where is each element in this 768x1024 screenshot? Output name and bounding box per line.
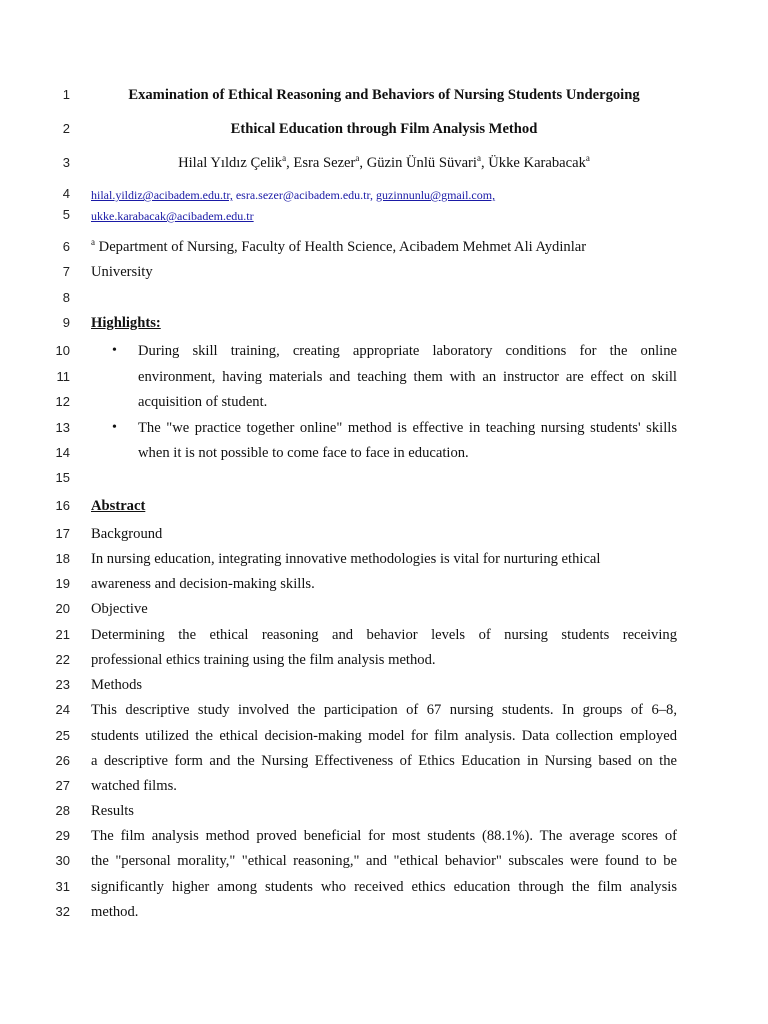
line-number: 32 — [55, 904, 70, 919]
section-label-methods: Methods — [91, 677, 143, 693]
line-number: 25 — [55, 728, 70, 743]
section-label-results: Results — [91, 803, 134, 819]
line-number: 18 — [55, 551, 70, 566]
line-number: 24 — [55, 702, 70, 717]
line-number: 9 — [62, 315, 70, 330]
abstract-line: This descriptive study involved the participation of 67 nursing students. In groups of 6–8, — [91, 702, 677, 718]
line-number: 15 — [55, 470, 70, 485]
email-link[interactable]: hilal.yildiz@acibadem.edu.tr, — [91, 188, 233, 202]
affiliation-line-2: University — [91, 264, 153, 280]
abstract-line: watched films. — [91, 778, 177, 794]
bullet-icon: • — [112, 343, 117, 358]
author-separator: , — [480, 155, 489, 171]
paper-title-line-2: Ethical Education through Film Analysis Method — [230, 121, 538, 137]
affiliation-marker: a — [476, 153, 481, 164]
abstract-line: In nursing education, integrating innovative methodologies is vital for nurturing ethical — [91, 551, 601, 567]
line-number: 17 — [55, 526, 70, 541]
affiliation-marker: a — [91, 237, 95, 248]
line-number: 10 — [55, 343, 70, 358]
author-separator: , — [286, 155, 294, 171]
affiliation-marker: a — [282, 153, 287, 164]
author-name: Hilal Yıldız Çelik — [178, 155, 283, 171]
line-number: 6 — [62, 239, 70, 254]
highlight-line: The "we practice together online" method is effective in teaching nursing students' skills — [138, 420, 677, 436]
line-number: 27 — [55, 778, 70, 793]
abstract-line: The film analysis method proved beneficial for most students (88.1%). The average scores of — [91, 828, 677, 844]
abstract-heading: Abstract — [91, 498, 146, 514]
line-number: 7 — [62, 264, 70, 279]
abstract-line: professional ethics training using the film analysis method. — [91, 652, 436, 668]
section-label-background: Background — [91, 526, 163, 542]
line-number: 5 — [62, 207, 70, 222]
highlight-line: acquisition of student. — [138, 394, 268, 410]
abstract-line: students utilized the ethical decision-making model for film analysis. Data collection employed — [91, 728, 677, 744]
author-name: Esra Sezer — [293, 155, 356, 171]
bullet-icon: • — [112, 420, 117, 435]
highlight-line: During skill training, creating appropriate laboratory conditions for the online — [138, 343, 677, 359]
affiliation — [91, 238, 677, 256]
abstract-line: significantly higher among students who received ethics education through the film analysis — [91, 879, 677, 895]
line-number: 22 — [55, 652, 70, 667]
email-link[interactable]: guzinnunlu@gmail.com, — [376, 188, 496, 202]
line-number: 28 — [55, 803, 70, 818]
line-number: 16 — [55, 498, 70, 513]
line-number: 26 — [55, 753, 70, 768]
line-number: 4 — [62, 186, 70, 201]
line-number: 11 — [56, 369, 70, 384]
abstract-line: the "personal morality," "ethical reasoning," and "ethical behavior" subscales were found to be — [91, 853, 677, 869]
section-label-objective: Objective — [91, 601, 148, 617]
line-number: 20 — [55, 601, 70, 616]
abstract-line: awareness and decision-making skills. — [91, 576, 315, 592]
highlight-line: when it is not possible to come face to face in education. — [138, 445, 469, 461]
highlight-line: environment, having materials and teaching them with an instructor are effect on skill — [138, 369, 677, 385]
highlights-heading: Highlights: — [91, 315, 161, 331]
line-number: 21 — [55, 627, 70, 642]
author-name: Ükke Karabacak — [488, 155, 586, 171]
email-link[interactable]: esra.sezer@acibadem.edu.tr, — [235, 188, 374, 202]
author-list — [91, 154, 677, 172]
line-number: 29 — [55, 828, 70, 843]
abstract-line: a descriptive form and the Nursing Effectiveness of Ethics Education in Nursing based on the — [91, 753, 677, 769]
email-list — [91, 186, 677, 204]
line-number: 3 — [62, 155, 70, 170]
email-list-line-2 — [91, 207, 677, 225]
line-number: 30 — [55, 853, 70, 868]
line-number: 2 — [62, 121, 70, 136]
line-number: 14 — [55, 445, 70, 460]
line-number: 31 — [55, 879, 70, 894]
line-number: 1 — [62, 87, 70, 102]
abstract-line: Determining the ethical reasoning and behavior levels of nursing students receiving — [91, 627, 677, 643]
abstract-line: method. — [91, 904, 139, 920]
affiliation-text: Department of Nursing, Faculty of Health Science, Acibadem Mehmet Ali Aydinlar — [98, 239, 587, 255]
line-number: 19 — [55, 576, 70, 591]
line-number: 13 — [55, 420, 70, 435]
email-link[interactable]: ukke.karabacak@acibadem.edu.tr — [91, 209, 254, 223]
author-separator: , — [359, 155, 367, 171]
line-number: 8 — [62, 290, 70, 305]
author-name: Güzin Ünlü Süvari — [366, 155, 477, 171]
affiliation-marker: a — [355, 153, 360, 164]
paper-title-line-1: Examination of Ethical Reasoning and Behaviors of Nursing Students Undergoing — [128, 87, 640, 103]
line-number: 23 — [55, 677, 70, 692]
line-number: 12 — [55, 394, 70, 409]
affiliation-marker: a — [585, 153, 590, 164]
